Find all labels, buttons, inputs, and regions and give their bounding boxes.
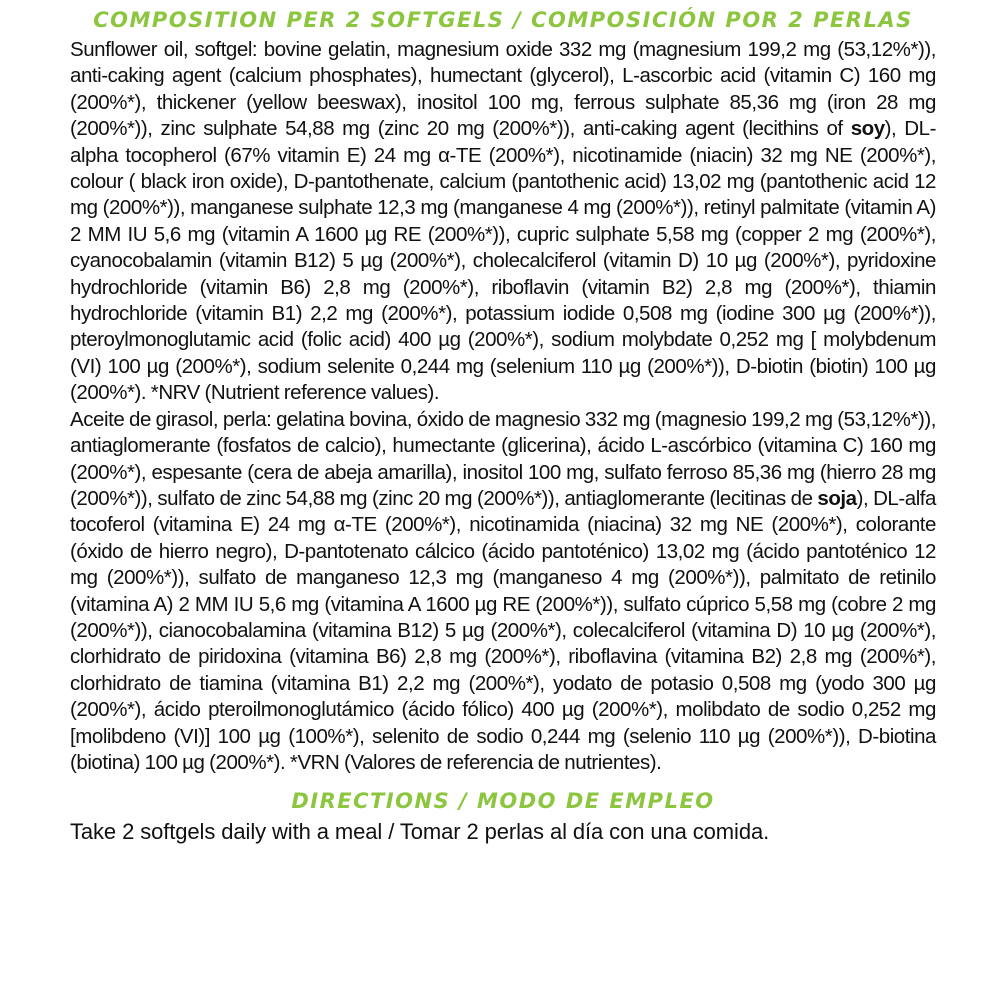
- english-allergen: soy: [850, 117, 885, 141]
- spanish-ingredients-part2: ), DL-alfa tocoferol (vitamina E) 24 mg α-TE (200%*), nicotinamida (niacina) 32 mg NE (200%*), colorante (óxido de hierro negro), D-pantotenato cálcico (ácido pantoténico) 13,02 mg (ácido pantoténico 12 mg (200%*)), sulfato de manganeso 12,3 mg (manganeso 4 mg (200%*)), palmitato de retinilo (vitamina A) 2 MM IU 5,6 mg (vitamina A 1600 µg RE (200%*)), sulfato cúprico 5,58 mg (cobre 2 mg (200%*)), cianocobalamina (vitamina B12) 5 µg (200%*), colecalciferol (vitamina D) 10 µg (200%*), clorhidrato de piridoxina (vitamina B6) 2,8 mg (200%*), riboflavina (vitamina B2) 2,8 mg (200%*), clorhidrato de tiamina (vitamina B1) 2,2 mg (200%*), yodato de potasio 0,508 mg (yodo 300 µg (200%*), ácido pteroilmonoglutámico (ácido fólico) 400 µg (200%*), molibdato de sodio 0,252 mg [molibdeno (VI)] 100 µg (100%*), selenito de sodio 0,244 mg (selenio 110 µg (200%*)), D-biotina (biotina) 100 µg (200%*). *VRN (Valores de referencia de nutrientes).: [70, 486, 936, 774]
- spanish-allergen: soja: [817, 486, 857, 510]
- composition-heading: COMPOSITION PER 2 SOFTGELS / COMPOSICIÓN POR 2 PERLAS: [93, 8, 913, 32]
- english-ingredients-part2: ), DL-alpha tocopherol (67% vitamin E) 24 mg α-TE (200%*), nicotinamide (niacin) 32 mg NE (200%*), colour ( black iron oxide), D-pantothenate, calcium (pantothenic acid) 13,02 mg (pantothenic acid 12 mg (200%*)), manganese sulphate 12,3 mg (manganese 4 mg (200%*)), retinyl palmitate (vitamin A) 2 MM IU 5,6 mg (vitamin A 1600 µg RE (200%*)), cupric sulphate 5,58 mg (copper 2 mg (200%*), cyanocobalamin (vitamin B12) 5 µg (200%*), cholecalciferol (vitamin D) 10 µg (200%*), pyridoxine hydrochloride (vitamin B6) 2,8 mg (200%*), riboflavin (vitamin B2) 2,8 mg (200%*), thiamin hydrochloride (vitamin B1) 2,2 mg (200%*), potassium iodide 0,508 mg (iodine 300 µg (200%*)), pteroylmonoglutamic acid (folic acid) 400 µg (200%*), sodium molybdate 0,252 mg [ molybdenum (VI) 100 µg (200%*), sodium selenite 0,244 mg (selenium 110 µg (200%*)), D-biotin (biotin) 100 µg (200%*). *NRV (Nutrient reference values).: [70, 117, 936, 405]
- composition-spanish: [70, 407, 936, 777]
- directions-heading: DIRECTIONS / MODO DE EMPLEO: [291, 789, 715, 814]
- english-ingredients-part1: Sunflower oil, softgel: bovine gelatin, magnesium oxide 332 mg (magnesium 199,2 mg (53,12%*)), anti-caking agent (calcium phosphates), humectant (glycerol), L-ascorbic acid (vitamin C) 160 mg (200%*), thickener (yellow beeswax), inositol 100 mg, ferrous sulphate 85,36 mg (iron 28 mg (200%*)), zinc sulphate 54,88 mg (zinc 20 mg (200%*)), anti-caking agent (lecithins of: [70, 38, 936, 141]
- spanish-ingredients-part1: Aceite de girasol, perla: gelatina bovina, óxido de magnesio 332 mg (magnesio 199,2 mg (53,12%*)), antiaglomerante (fosfatos de calcio), humectante (glicerina), ácido L-ascórbico (vitamina C) 160 mg (200%*), espesante (cera de abeja amarilla), inositol 100 mg, sulfato ferroso 85,36 mg (hierro 28 mg (200%*)), sulfato de zinc 54,88 mg (zinc 20 mg (200%*)), antiaglomerante (lecitinas de: [70, 407, 936, 510]
- directions-text: Take 2 softgels daily with a meal / Tomar 2 perlas al día con una comida.: [70, 819, 770, 845]
- composition-english: [70, 37, 936, 407]
